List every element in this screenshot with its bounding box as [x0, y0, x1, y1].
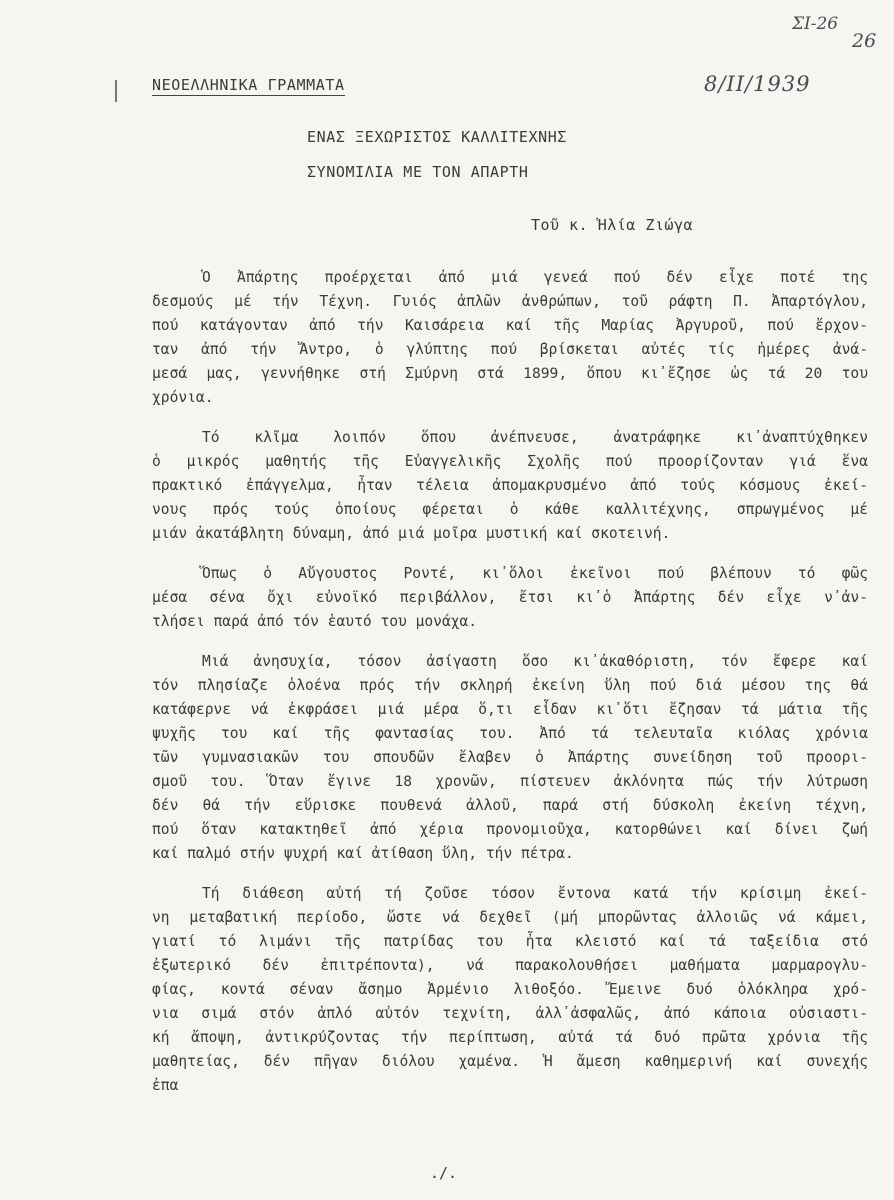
- text-line: πού ὅταν κατακτηθεῖ ἀπό χέρια προνομιοῦχα, κατορθώνει καί δίνει ζωή: [152, 821, 868, 838]
- text-line: ψυχῆς του καί τῆς φαντασίας του. Ἀπό τά τελευταῖα κιόλας χρόνια: [152, 725, 868, 742]
- text-line: μιάν ἀκατάβλητη δύναμη, ἀπό μιά μοῖρα μυστική καί σκοτεινή.: [152, 525, 671, 542]
- text-line: δεσμούς μέ τήν Τέχνη. Γυιός ἁπλῶν ἀνθρώπων, τοῦ ράφτη Π. Ἀπαρτόγλου,: [152, 293, 868, 310]
- text-line: γιατί τό λιμάνι τῆς πατρίδας του ἦτα κλειστό καί τά ταξείδια στό: [152, 933, 868, 950]
- text-line: δέν θά τήν εὕρισκε πουθενά ἀλλοῦ, παρά στή δύσκολη ἐκείνη τέχνη,: [152, 797, 868, 814]
- paragraph: [152, 882, 868, 1098]
- text-line: σμοῦ του. Ὅταν ἔγινε 18 χρονῶν, πίστευεν ἀκλόνητα πώς τήν λύτρωση: [152, 773, 868, 790]
- text-line: τῶν γυμνασιακῶν του σπουδῶν ἔλαβεν ὁ Ἀπάρτης συνείδηση τοῦ προορι-: [152, 749, 868, 766]
- text-line: φίας, κοντά σέναν ἄσημο Ἀρμένιο λιθοξόο. Ἔμεινε δυό ὁλόκληρα χρό-: [152, 981, 868, 998]
- text-line: νια σιμά στόν ἁπλό αὐτόν τεχνίτη, ἀλλ᾽ἀσφαλῶς, ἀπό κάποια οὐσιαστι-: [152, 1005, 868, 1022]
- article-body: [152, 266, 868, 1098]
- text-line: κατάφερνε νά ἐκφράσει μιά μέρα ὅ,τι εἶδαν κι᾽ὅτι ἔζησαν τά μάτια τῆς: [152, 701, 868, 718]
- byline: Τοῦ κ. Ἡλία Ζιώγα: [531, 216, 694, 234]
- text-line: πρακτικό ἐπάγγελμα, ἦταν τέλεια ἀπομακρυσμένο ἀπό τούς κόσμους ἐκεί-: [152, 477, 868, 494]
- text-line: Ὁ Ἀπάρτης προέρχεται ἀπό μιά γενεά πού δέν εἶχε ποτέ της: [202, 269, 868, 286]
- text-line: Μιά ἀνησυχία, τόσον ἀσίγαστη ὅσο κι᾽ἀκαθόριστη, τόν ἔφερε καί: [202, 653, 868, 670]
- handwritten-date: 8/II/1939: [704, 72, 811, 96]
- text-line: τόν πλησίαζε ὁλοένα πρός τήν σκληρή ἐκείνη ὕλη πού διά μέσου της θά: [152, 677, 868, 694]
- article-title: ΕΝΑΣ ΞΕΧΩΡΙΣΤΟΣ ΚΑΛΛΙΤΕΧΝΗΣ: [307, 128, 568, 146]
- text-line: κή ἄποψη, ἀντικρύζοντας τήν περίπτωση, αὐτά τά δυό πρῶτα χρόνια τῆς: [152, 1029, 868, 1046]
- paragraph: [152, 650, 868, 866]
- paragraph: [152, 426, 868, 546]
- margin-mark: [115, 80, 117, 102]
- text-line: μεσά μας, γεννήθηκε στή Σμύρνη στά 1899, ὅπου κι᾽ἔζησε ὡς τά 20 του: [152, 365, 868, 382]
- text-line: τλήσει παρά ἀπό τόν ἑαυτό του μονάχα.: [152, 613, 478, 630]
- text-line: πού κατάγονταν ἀπό τήν Καισάρεια καί τῆς Μαρίας Ἀργυροῦ, πού ἔρχον-: [152, 317, 868, 334]
- column-header: [152, 76, 345, 94]
- paragraph: [152, 562, 868, 634]
- text-line: νη μεταβατική περίοδο, ὥστε νά δεχθεῖ (μή μπορῶντας ἀλλοιῶς νά κάμει,: [152, 909, 868, 926]
- text-line: καί παλμό στήν ψυχρή καί ἀτίθαση ὕλη, τήν πέτρα.: [152, 845, 574, 862]
- archive-code: ΣΙ-26: [792, 14, 839, 34]
- column-header-text: ΝΕΟΕΛΛΗΝΙΚΑ ΓΡΑΜΜΑΤΑ: [152, 76, 345, 94]
- text-line: μέσα σένα ὄχι εὐνοϊκό περιβάλλον, ἔτσι κι᾽ὁ Ἀπάρτης δέν εἶχε ν᾽ἀν-: [152, 589, 868, 606]
- article-subtitle: ΣΥΝΟΜΙΛΙΑ ΜΕ ΤΟΝ ΑΠΑΡΤΗ: [307, 163, 529, 181]
- continuation-mark: ./.: [430, 1164, 458, 1182]
- page-number: 26: [852, 30, 877, 52]
- text-line: ταν ἀπό τήν Ἄντρο, ὁ γλύπτης πού βρίσκεται αὐτές τίς ἡμέρες ἀνά-: [152, 341, 868, 358]
- text-line: Τό κλῖμα λοιπόν ὅπου ἀνέπνευσε, ἀνατράφηκε κι᾽ἀναπτύχθηκεν: [202, 429, 868, 446]
- text-line: νους πρός τούς ὁποίους φέρεται ὁ κάθε καλλιτέχνης, σπρωγμένος μέ: [152, 501, 868, 518]
- text-line: Τή διάθεση αὐτή τή ζοῦσε τόσον ἔντονα κατά τήν κρίσιμη ἐκεί-: [202, 885, 868, 902]
- text-line: ἐπα: [152, 1077, 179, 1094]
- paragraph: [152, 266, 868, 410]
- text-line: χρόνια.: [152, 389, 214, 406]
- text-line: μαθητείας, δέν πῆγαν διόλου χαμένα. Ἡ ἄμεση καθημερινή καί συνεχής: [152, 1053, 868, 1070]
- text-line: ἐξωτερικό δέν ἐπιτρέποντα), νά παρακολουθήσει μαθήματα μαρμαρογλυ-: [152, 957, 868, 974]
- text-line: ὁ μικρός μαθητής τῆς Εὐαγγελικῆς Σχολῆς πού προορίζονταν γιά ἕνα: [152, 453, 868, 470]
- text-line: Ὅπως ὁ Αὔγουστος Ροντέ, κι᾽ὅλοι ἐκεῖνοι πού βλέπουν τό φῶς: [202, 565, 868, 582]
